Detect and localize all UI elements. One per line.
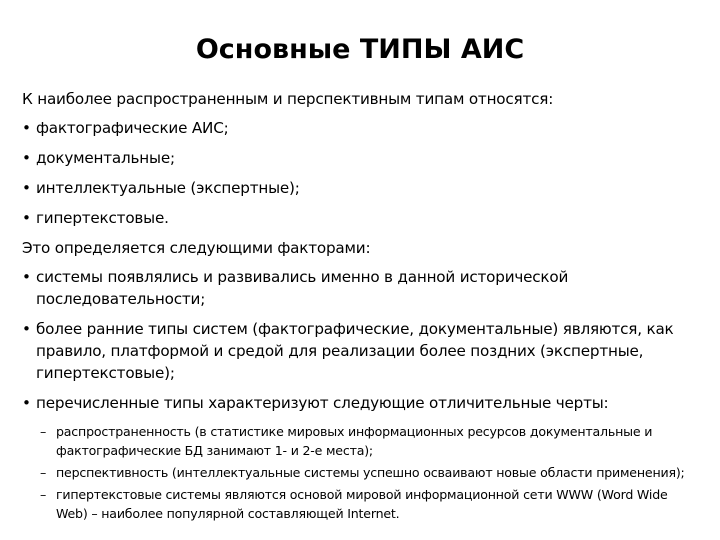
factor-item <box>22 392 702 414</box>
dash-icon: – <box>40 465 47 480</box>
factors-intro-text: Это определяется следующими факторами: <box>22 239 371 257</box>
type-item <box>22 207 702 229</box>
type-item-text: гипертекстовые. <box>36 209 169 227</box>
bullet-icon: • <box>22 268 31 286</box>
bullet-icon: • <box>22 119 31 137</box>
dash-icon: – <box>40 424 47 439</box>
type-item-text: документальные; <box>36 149 175 167</box>
bullet-icon: • <box>22 209 31 227</box>
factor-item-text: перечисленные типы характеризуют следующие отличительные черты: <box>36 394 609 412</box>
bullet-icon: • <box>22 149 31 167</box>
factor-item <box>22 318 702 384</box>
dash-icon: – <box>40 487 47 502</box>
trait-item <box>22 422 702 460</box>
factor-item-text: более ранние типы систем (фактографические, документальные) являются, как правило, платформой и средой для реализации более поздних (экспертные, гипертекстовые); <box>36 320 674 382</box>
trait-item <box>22 463 702 482</box>
type-item-text: фактографические АИС; <box>36 119 229 137</box>
factor-item-text: системы появлялись и развивались именно в данной исторической последовательности; <box>36 268 569 308</box>
type-item <box>22 117 702 139</box>
trait-item-text: распространенность (в статистике мировых информационных ресурсов документальные и фактографические БД занимают 1- и 2-е места); <box>56 424 653 458</box>
type-item <box>22 177 702 199</box>
trait-item-text: перспективность (интеллектуальные системы успешно осваивают новые области применения); <box>56 465 685 480</box>
factor-item <box>22 266 702 310</box>
bullet-icon: • <box>22 394 31 412</box>
intro-text: К наиболее распространенным и перспективным типам относятся: <box>22 90 554 108</box>
type-item-text: интеллектуальные (экспертные); <box>36 179 300 197</box>
type-item <box>22 147 702 169</box>
slide-title: Основные ТИПЫ АИС <box>195 34 525 65</box>
bullet-icon: • <box>22 320 31 338</box>
bullet-icon: • <box>22 179 31 197</box>
slide-body <box>22 88 702 526</box>
trait-item <box>22 485 702 523</box>
trait-item-text: гипертекстовые системы являются основой мировой информационной сети WWW (Word Wide Web) – наиболее популярной составляющей Internet. <box>56 487 668 521</box>
